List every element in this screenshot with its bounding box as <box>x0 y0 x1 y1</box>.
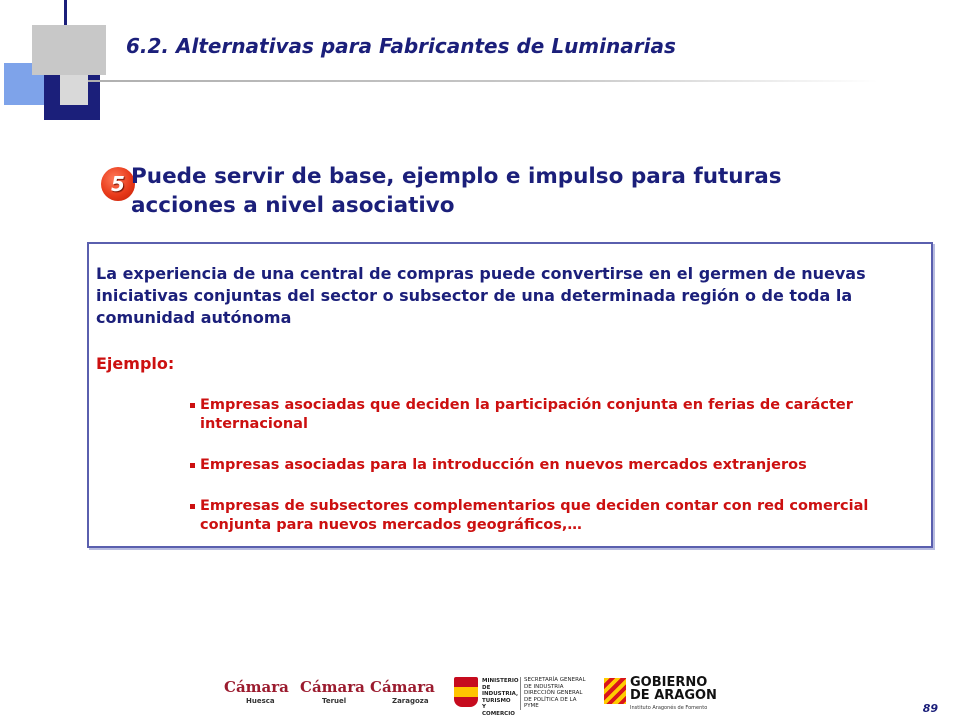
aragon-flag-icon <box>604 678 626 704</box>
example-label: Ejemplo: <box>96 354 175 373</box>
corner-decoration-line <box>64 0 67 28</box>
list-item <box>188 456 928 475</box>
list-item-text: Empresas asociadas para la introducción en nuevos mercados extranjeros <box>200 457 807 473</box>
logo-text: Cámara <box>370 678 435 696</box>
page-title: 6.2. Alternativas para Fabricantes de Luminarias <box>126 34 676 58</box>
gobierno-line2: DE ARAGON <box>630 688 717 703</box>
square-bullet-icon <box>190 504 195 509</box>
list-item-text: Empresas asociadas que deciden la participación conjunta en ferias de carácter internacional <box>200 397 853 432</box>
square-bullet-icon <box>190 463 195 468</box>
gobierno-text <box>630 676 717 702</box>
list-item <box>188 396 928 434</box>
spain-crest-icon <box>454 677 478 707</box>
logo-text: Cámara <box>224 678 289 696</box>
logo-city: Huesca <box>246 697 275 705</box>
gobierno-subtitle: Instituto Aragonés de Fomento <box>630 705 708 711</box>
corner-decoration-gray-square <box>32 25 106 75</box>
gobierno-line1: GOBIERNO <box>630 675 708 690</box>
camara-huesca-logo <box>224 678 289 705</box>
list-item <box>188 497 928 535</box>
secretaria-text: SECRETARÍA GENERAL DE INDUSTRIA DIRECCIÓN GENERAL DE POLÍTICA DE LA PYME <box>520 677 586 710</box>
footer-logos <box>224 672 724 717</box>
intro-paragraph: La experiencia de una central de compras puede convertirse en el germen de nuevas iniciativas conjuntas del sector o subsector de una determinada región o de toda la comunidad autónoma <box>96 264 866 327</box>
header-divider <box>88 80 878 82</box>
camara-teruel-logo <box>300 678 365 705</box>
square-bullet-icon <box>190 403 195 408</box>
page-number: 89 <box>922 702 938 715</box>
logo-city: Teruel <box>322 697 347 705</box>
point-number-badge: 5 <box>101 167 135 201</box>
point-headline: Puede servir de base, ejemplo e impulso para futuras acciones a nivel asociativo <box>131 164 782 218</box>
camara-zaragoza-logo <box>370 678 435 705</box>
ministerio-logo <box>454 675 586 717</box>
example-list <box>188 396 928 557</box>
list-item-text: Empresas de subsectores complementarios que deciden contar con red comercial conjunta para nuevos mercados geográficos,… <box>200 498 869 533</box>
ministerio-text: MINISTERIO DE INDUSTRIA, TURISMO Y COMERCIO <box>482 678 519 717</box>
logo-city: Zaragoza <box>392 697 429 705</box>
logo-text: Cámara <box>300 678 365 696</box>
gobierno-aragon-logo <box>604 674 724 714</box>
corner-decoration-gray-square-small <box>60 75 88 105</box>
